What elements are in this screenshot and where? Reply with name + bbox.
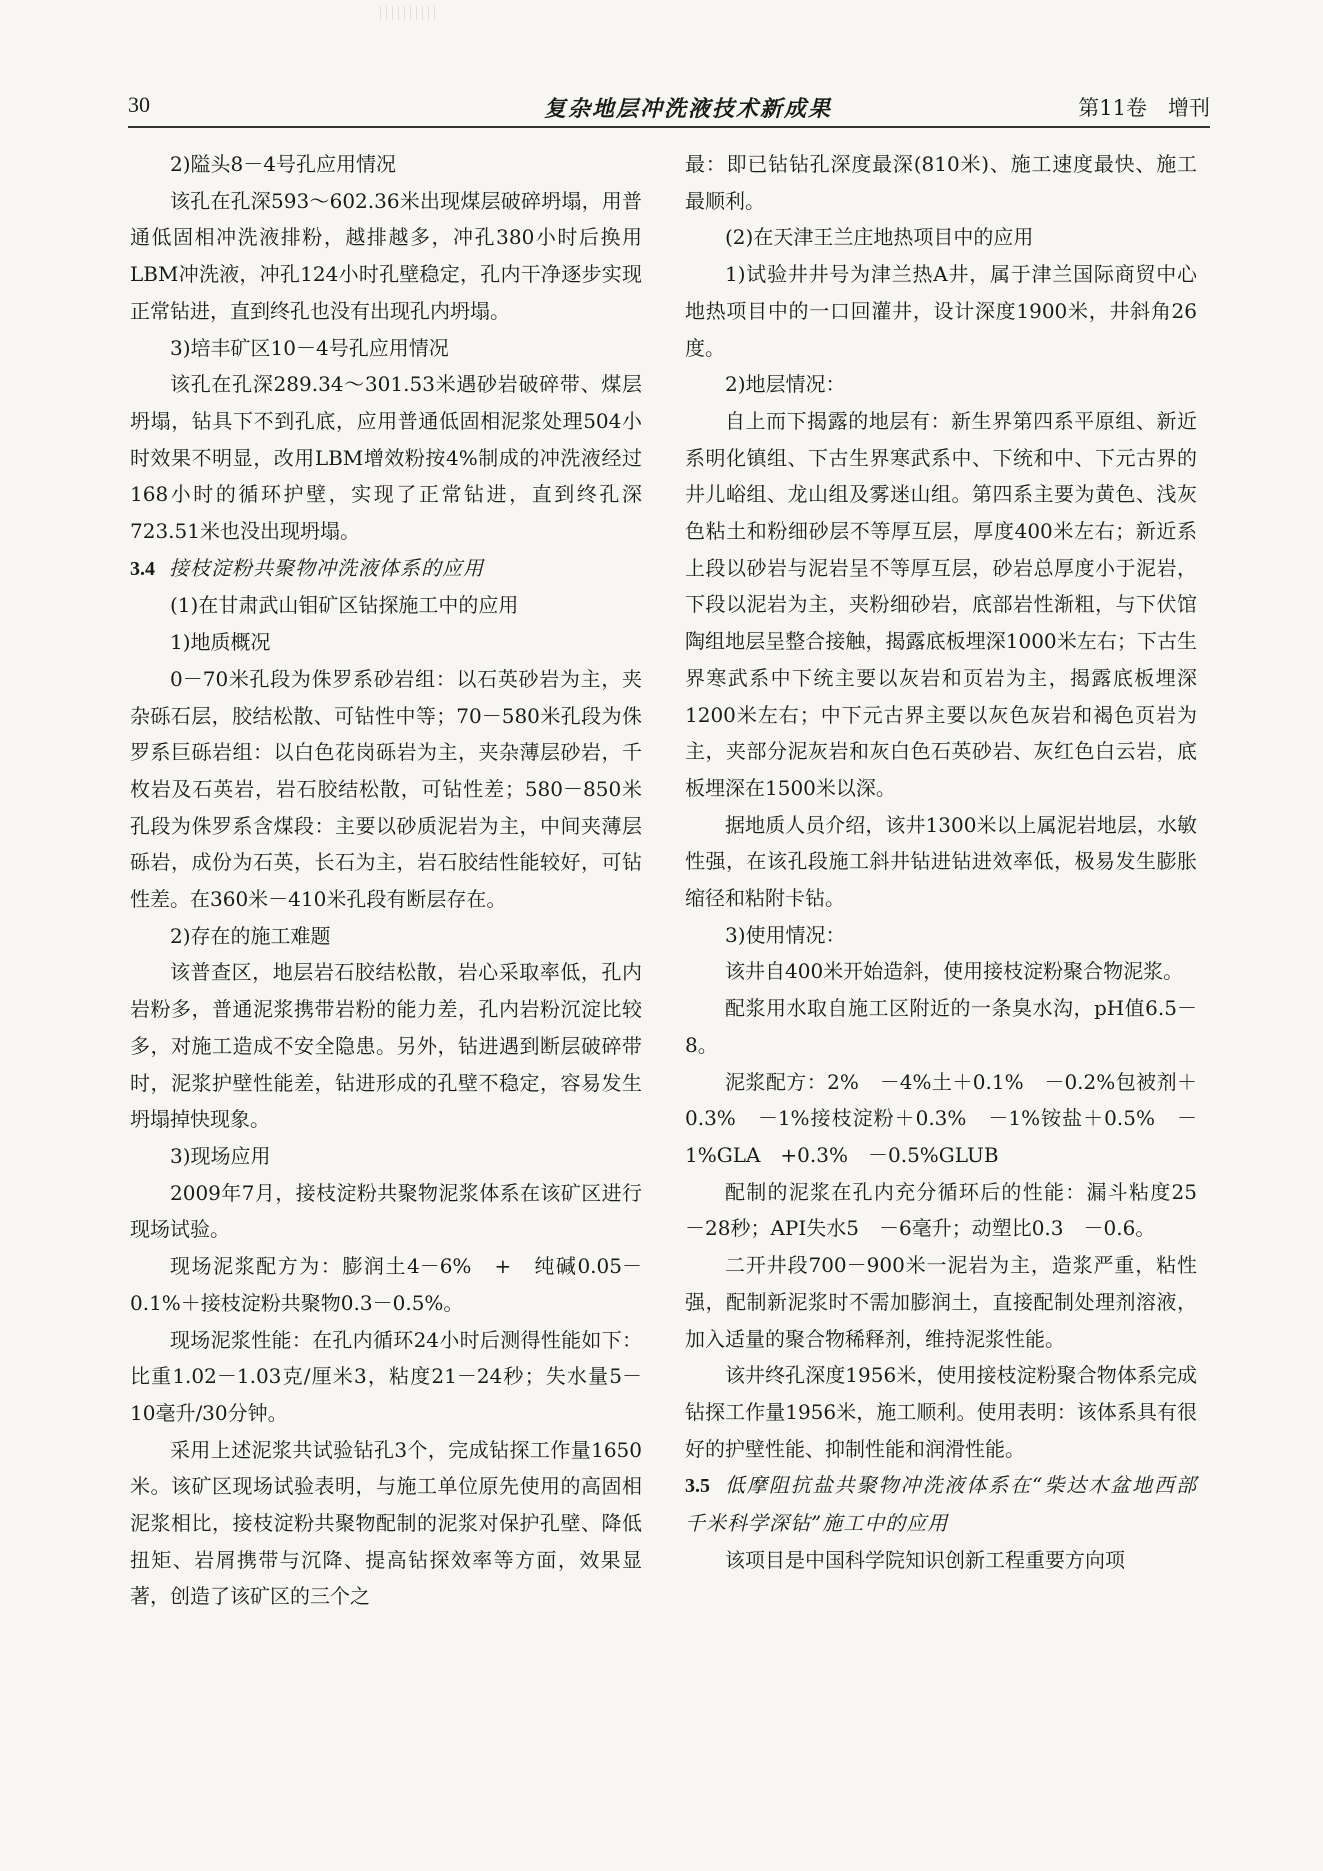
paragraph: 该孔在孔深289.34～301.53米遇砂岩破碎带、煤层坍塌，钻具下不到孔底，应用普通低固相泥浆处理504小时效果不明显，改用LBM增效粉按4%制成的冲洗液经过168小时的循环护壁，实现了正常钻进，直到终孔深723.51米也没出现坍塌。 <box>130 372 642 544</box>
subheading: 1)地质概况 <box>170 630 271 655</box>
paragraph: 该井自400米开始造斜，使用接枝淀粉聚合物泥浆。 <box>725 959 1184 984</box>
paragraph: 自上而下揭露的地层有：新生界第四系平原组、新近系明化镇组、下古生界寒武系中、下统和中、下元古界的井儿峪组、龙山组及雾迷山组。第四系主要为黄色、浅灰色粘土和粉细砂层不等厚互层，厚度400米左右；新近系上段以砂岩与泥岩呈不等厚互层，砂岩总厚度小于泥岩，下段以泥岩为主，夹粉细砂岩，底部岩性渐粗，与下伏馆陶组地层呈整合接触，揭露底板埋深1000米左右；下古生界寒武系中下统主要以灰岩和页岩为主，揭露底板埋深1200米左右；中下元古界主要以灰色灰岩和褐色页岩为主，夹部分泥灰岩和灰白色石英砂岩、灰红色白云岩，底板埋深在1500米以深。 <box>685 408 1197 800</box>
subheading: 2)隘头8－4号孔应用情况 <box>170 152 396 176</box>
volume-label: 第11卷 增刊 <box>1078 96 1210 120</box>
section-number: 3.5 <box>685 1475 710 1498</box>
paragraph: 该井终孔深度1956米，使用接枝淀粉聚合物体系完成钻探工作量1956米，施工顺利。使用表明：该体系具有很好的护壁性能、抑制性能和润滑性能。 <box>685 1363 1197 1461</box>
subheading: 2)地层情况： <box>725 372 846 397</box>
subheading: 2)存在的施工难题 <box>170 923 331 948</box>
paragraph: 该孔在孔深593～602.36米出现煤层破碎坍塌，用普通低固相冲洗液排粉，越排越多，冲孔380小时后换用LBM冲洗液，冲孔124小时孔壁稳定，孔内干净逐步实现正常钻进，直到终孔也没有出现孔内坍塌。 <box>130 188 642 323</box>
section-heading <box>685 1467 1197 1541</box>
left-column <box>130 146 642 1615</box>
subheading: (1)在甘肃武山钼矿区钻探施工中的应用 <box>170 593 519 618</box>
section-title: 接枝淀粉共聚物冲洗液体系的应用 <box>169 555 484 580</box>
subheading: (2)在天津王兰庄地热项目中的应用 <box>725 225 1034 250</box>
paragraph: 采用上述泥浆共试验钻孔3个，完成钻探工作量1650米。该矿区现场试验表明，与施工单位原先使用的高固相泥浆相比，接枝淀粉共聚物配制的泥浆对保护孔壁、降低扭矩、岩屑携带与沉降、提高钻探效率等方面，效果显著，创造了该矿区的三个之 <box>130 1437 642 1609</box>
paragraph: 1)试验井井号为津兰热A井，属于津兰国际商贸中心地热项目中的一口回灌井，设计深度1900米，井斜角26度。 <box>685 262 1197 360</box>
paragraph: 配制的泥浆在孔内充分循环后的性能：漏斗粘度25 －28秒；API失水5 －6毫升；动塑比0.3 －0.6。 <box>685 1179 1217 1241</box>
paragraph: 该项目是中国科学院知识创新工程重要方向项 <box>725 1547 1125 1572</box>
paragraph: 泥浆配方：2% －4%土＋0.1% －0.2%包被剂＋0.3% －1%接枝淀粉＋0.3% －1%铵盐＋0.5% －1%GLA +0.3% －0.5%GLUB <box>685 1069 1197 1167</box>
scan-noise <box>380 6 440 20</box>
subheading: 3)现场应用 <box>170 1143 271 1168</box>
subheading: 3)使用情况： <box>725 922 846 947</box>
running-title: 复杂地层冲洗液技术新成果 <box>543 96 832 122</box>
header-rule <box>128 126 1210 128</box>
paragraph: 0－70米孔段为侏罗系砂岩组：以石英砂岩为主，夹杂砾石层，胶结松散、可钻性中等；70－580米孔段为侏罗系巨砾岩组：以白色花岗砾岩为主，夹杂薄层砂岩，千枚岩及石英岩，岩石胶结松散，可钻性差；580－850米孔段为侏罗系含煤段：主要以砂质泥岩为主，中间夹薄层砾岩，成份为石英，长石为主，岩石胶结性能较好，可钻性差。在360米－410米孔段有断层存在。 <box>130 666 642 912</box>
paragraph: 配浆用水取自施工区附近的一条臭水沟，pH值6.5－8。 <box>685 996 1197 1057</box>
paragraph-continued: 最：即已钻钻孔深度最深(810米)、施工速度最快、施工最顺利。 <box>685 152 1197 213</box>
paragraph: 现场泥浆配方为：膨润土4－6% + 纯碱0.05－0.1%＋接枝淀粉共聚物0.3－0.5%。 <box>130 1254 642 1315</box>
section-heading <box>130 550 642 588</box>
paragraph: 2009年7月，接枝淀粉共聚物泥浆体系在该矿区进行现场试验。 <box>130 1180 642 1242</box>
section-number: 3.4 <box>130 557 155 580</box>
paragraph: 据地质人员介绍，该井1300米以上属泥岩地层，水敏性强，在该孔段施工斜井钻进钻进效率低，极易发生膨胀缩径和粘附卡钻。 <box>685 812 1197 911</box>
paragraph: 该普查区，地层岩石胶结松散，岩心采取率低，孔内岩粉多，普通泥浆携带岩粉的能力差，孔内岩粉沉淀比较多，对施工造成不安全隐患。另外，钻进遇到断层破碎带时，泥浆护壁性能差，钻进形成的孔壁不稳定，容易发生坍塌掉快现象。 <box>130 960 642 1132</box>
subheading: 3)培丰矿区10－4号孔应用情况 <box>170 335 449 360</box>
right-column <box>685 146 1217 1578</box>
page-number: 30 <box>128 92 150 117</box>
paragraph: 二开井段700－900米一泥岩为主，造浆严重，粘性强，配制新泥浆时不需加膨润土，直接配制处理剂溶液，加入适量的聚合物稀释剂，维持泥浆性能。 <box>685 1253 1197 1351</box>
section-title: 低摩阻抗盐共聚物冲洗液体系在“柴达木盆地西部千米科学深钻”施工中的应用 <box>685 1473 1197 1536</box>
paragraph: 现场泥浆性能：在孔内循环24小时后测得性能如下：比重1.02－1.03克/厘米3，粘度21－24秒；失水量5－10毫升/30分钟。 <box>130 1327 642 1425</box>
